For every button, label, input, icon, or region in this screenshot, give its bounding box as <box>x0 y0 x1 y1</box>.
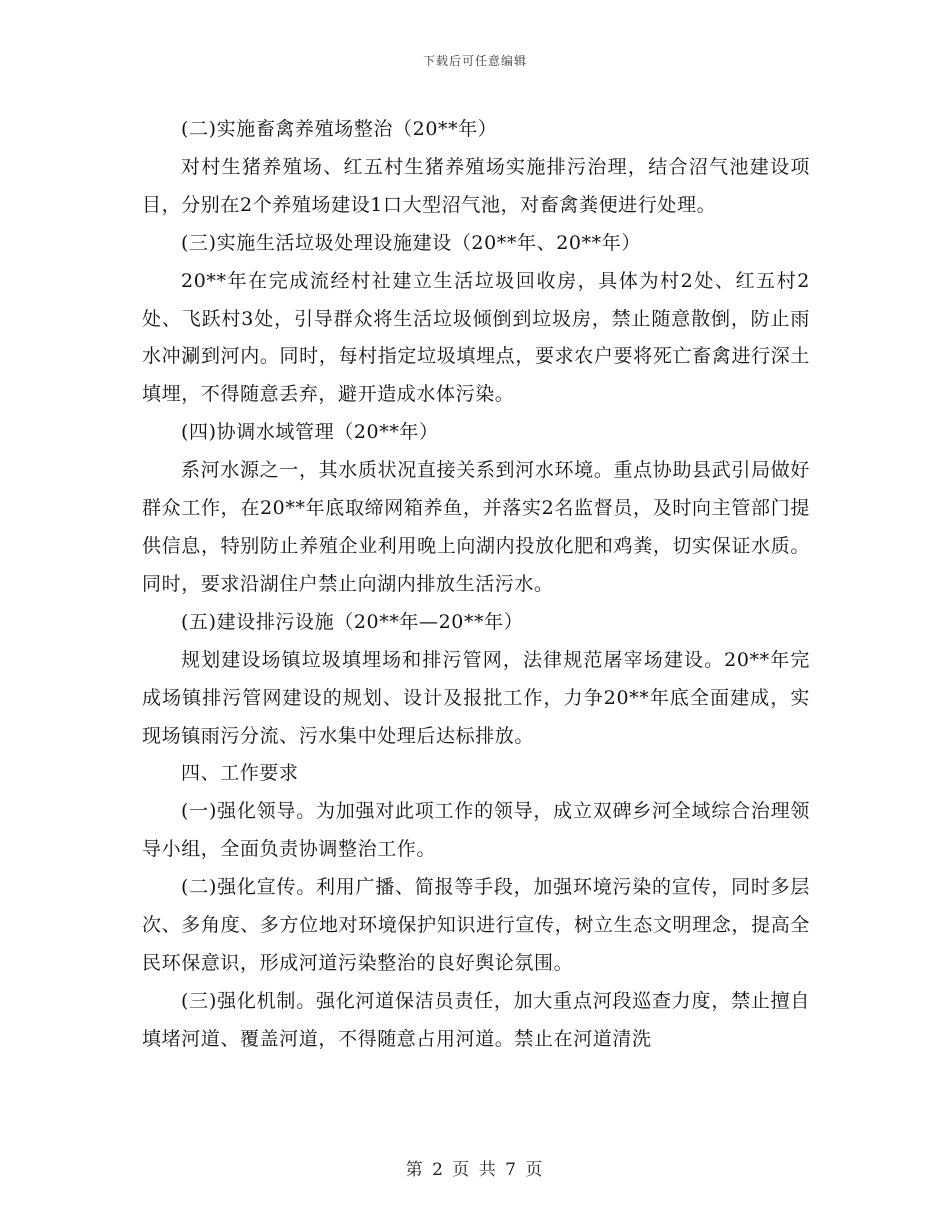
section-heading-sewage: (五)建设排污设施（20**年—20**年） <box>181 610 524 633</box>
document-body <box>142 111 810 1059</box>
page-header-note: 下载后可任意编辑 <box>422 54 527 68</box>
paragraph-water: 系河水源之一，其水质状况直接关系到河水环境。重点协助县武引局做好群众工作，在20**年底取缔网箱养鱼，并落实2名监督员，及时向主管部门提供信息，特别防止养殖企业利用晚上向湖内投放化肥和鸡粪，切实保证水质。同时，要求沿湖住户禁止向湖内排放生活污水。 <box>142 459 810 595</box>
paragraph-publicity: (二)强化宣传。利用广播、简报等手段，加强环境污染的宣传，同时多层次、多角度、多方位地对环境保护知识进行宣传，树立生态文明理念，提高全民环保意识，形成河道污染整治的良好舆论氛围。 <box>142 876 810 974</box>
section-heading-water: (四)协调水域管理（20**年） <box>181 421 439 444</box>
paragraph-sewage: 规划建设场镇垃圾填埋场和排污管网，法律规范屠宰场建设。20**年完成场镇排污管网建设的规划、设计及报批工作，力争20**年底全面建成，实现场镇雨污分流、污水集中处理后达标排放。 <box>142 648 810 747</box>
section-heading-garbage: (三)实施生活垃圾处理设施建设（20**年、20**年） <box>181 231 641 254</box>
paragraph-livestock: 对村生猪养殖场、红五村生猪养殖场实施排污治理，结合沼气池建设项目，分别在2个养殖场建设1口大型沼气池，对畜禽粪便进行处理。 <box>142 155 810 216</box>
paragraph-leadership: (一)强化领导。为加强对此项工作的领导，成立双碑乡河全域综合治理领导小组，全面负责协调整治工作。 <box>142 800 810 861</box>
section-heading-livestock: (二)实施畜禽养殖场整治（20**年） <box>181 118 498 140</box>
page-number: 第 2 页 共 7 页 <box>405 1160 545 1180</box>
paragraph-garbage: 20**年在完成流经村社建立生活垃圾回收房，具体为村2处、红五村2处、飞跃村3处，引导群众将生活垃圾倾倒到垃圾房，禁止随意散倒，防止雨水冲涮到河内。同时，每村指定垃圾填埋点，要求农户要将死亡畜禽进行深土填埋，不得随意丢弃，避开造成水体污染。 <box>142 269 810 406</box>
paragraph-mechanism: (三)强化机制。强化河道保洁员责任，加大重点河段巡查力度，禁止擅自填堵河道、覆盖河道，不得随意占用河道。禁止在河道清洗 <box>142 989 810 1050</box>
section-heading-requirements: 四、工作要求 <box>181 762 299 785</box>
